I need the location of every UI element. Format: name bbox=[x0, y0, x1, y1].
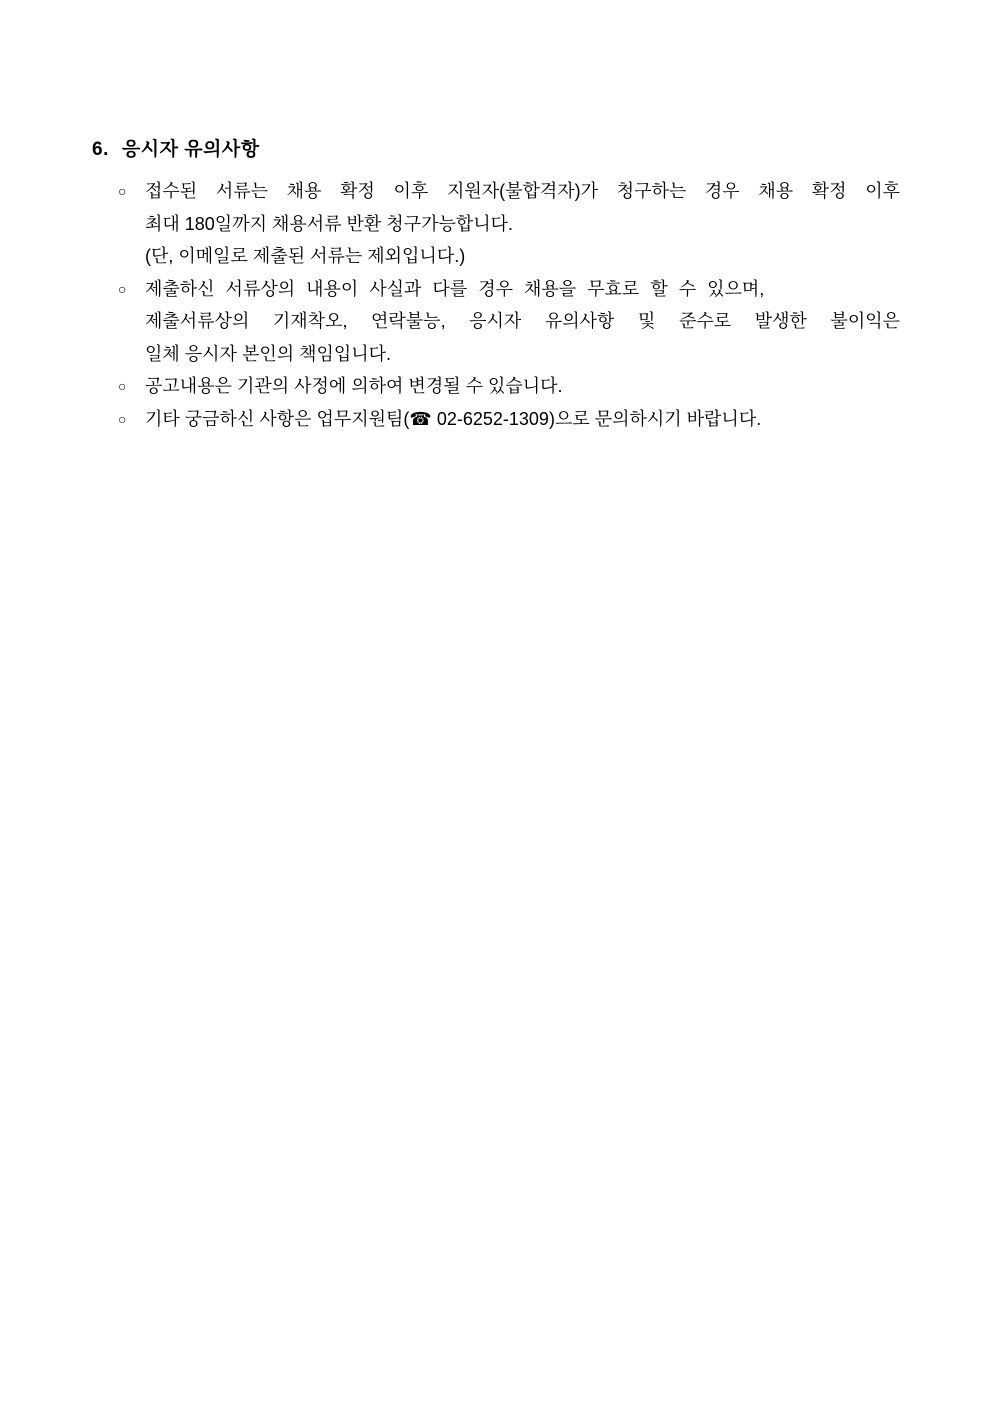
bullet-item-notice-change bbox=[92, 370, 900, 403]
bullet-text-line: 접수된 서류는 채용 확정 이후 지원자(불합격자)가 청구하는 경우 채용 확정 이후 bbox=[145, 181, 900, 201]
bullet-item-document-return bbox=[92, 175, 900, 273]
circle-bullet-icon: ○ bbox=[118, 183, 127, 199]
bullet-text-line: 제출하신 서류상의 내용이 사실과 다를 경우 채용을 무효로 할 수 있으며, bbox=[145, 278, 765, 299]
section-applicant-notes bbox=[92, 138, 900, 435]
bullet-text-line: 제출서류상의 기재착오, 연락불능, 응시자 유의사항 및 준수로 발생한 불이익은 bbox=[145, 311, 900, 331]
bullet-text bbox=[145, 403, 900, 436]
bullet-text-line: 최대 180일까지 채용서류 반환 청구가능합니다. bbox=[145, 213, 514, 234]
circle-bullet-icon: ○ bbox=[118, 280, 127, 297]
circle-bullet-icon: ○ bbox=[118, 378, 127, 394]
bullet-text-line: (단, 이메일로 제출된 서류는 제외입니다.) bbox=[145, 246, 466, 266]
circle-bullet-icon: ○ bbox=[118, 410, 127, 427]
bullet-item-false-info bbox=[92, 273, 900, 371]
bullet-item-contact-info bbox=[92, 403, 900, 436]
bullet-text bbox=[145, 175, 900, 273]
section-number: 6. bbox=[92, 139, 109, 160]
bullet-text bbox=[145, 370, 900, 403]
section-title: 응시자 유의사항 bbox=[121, 139, 260, 160]
bullet-text-line-phone: 기타 궁금하신 사항은 업무지원팀(☎ 02-6252-1309)으로 문의하시기 바랍니다. bbox=[145, 408, 762, 429]
bullet-text bbox=[145, 273, 900, 371]
bullet-text-line: 일체 응시자 본인의 책임입니다. bbox=[145, 343, 392, 364]
bullet-text-line: 공고내용은 기관의 사정에 의하여 변경될 수 있습니다. bbox=[145, 376, 563, 396]
section-heading bbox=[92, 138, 900, 162]
